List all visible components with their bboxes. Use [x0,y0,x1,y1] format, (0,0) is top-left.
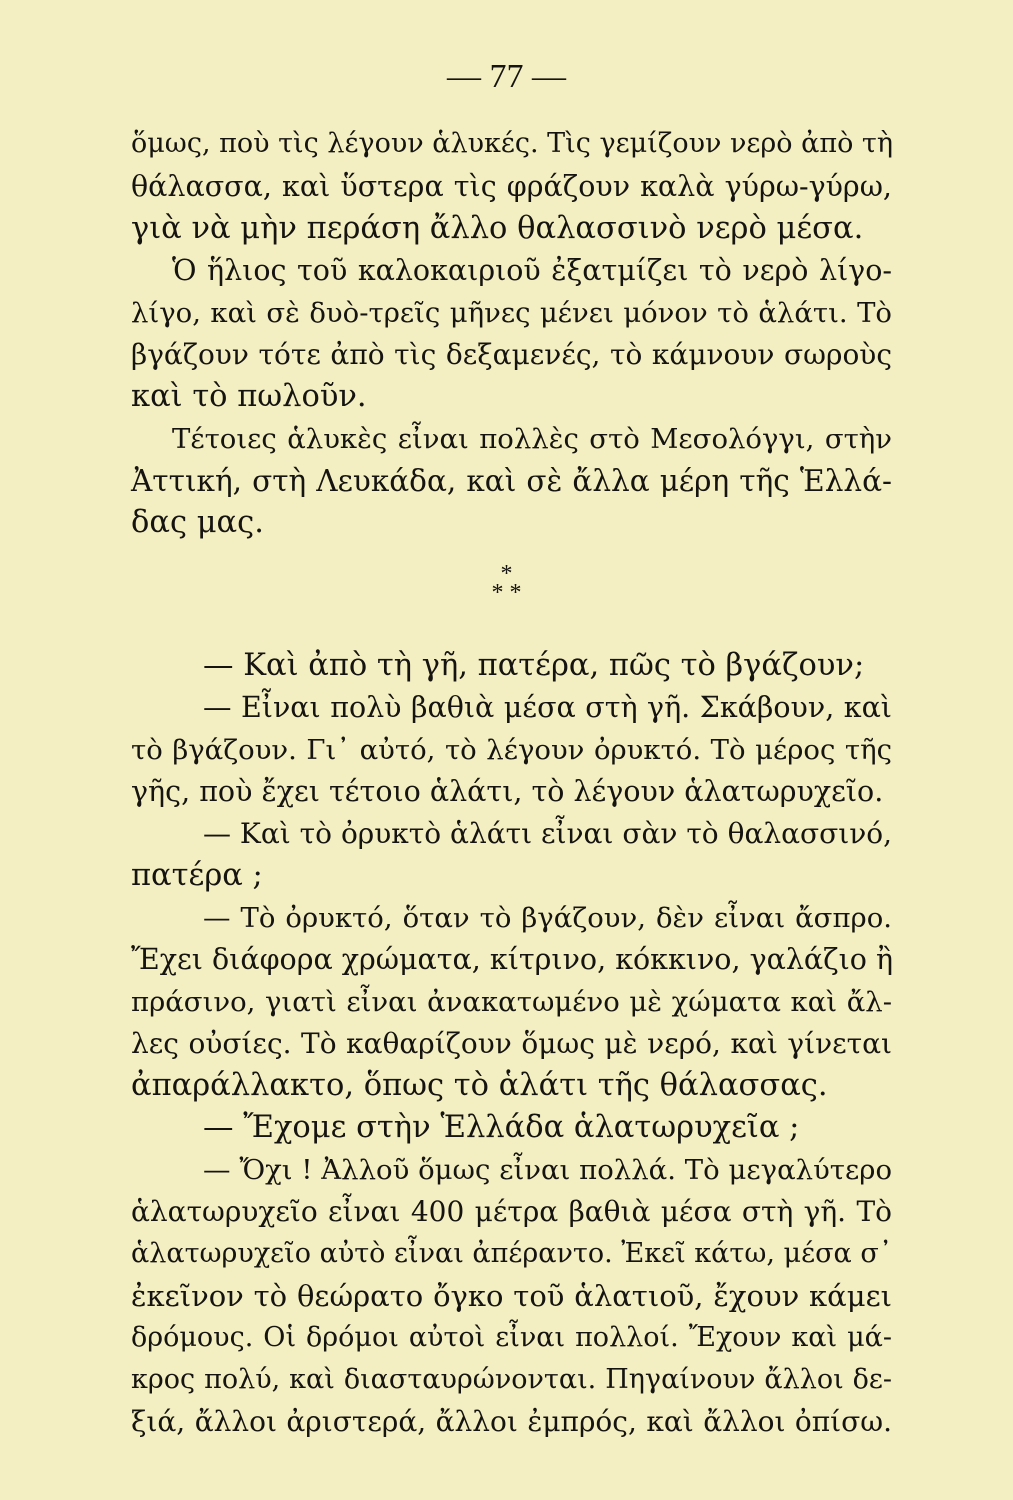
dialogue-line: — Εἶναι πολὺ βαθιὰ μέσα στὴ γῆ. Σκάβουν, καὶ [203,691,892,724]
text-line: ὅμως, ποὺ τὶς λέγουν ἁλυκές. Τὶς γεμίζουν νερὸ ἀπὸ τὴ [131,128,894,159]
text-line: κρος πολύ, καὶ διασταυρώνονται. Πηγαίνουν ἄλλοι δε- [131,1364,892,1395]
text-line: καὶ τὸ πωλοῦν. [131,379,367,414]
text-line: βγάζουν τότε ἀπὸ τὶς δεξαμενές, τὸ κάμνουν σωροὺς [131,338,892,371]
text-line: πατέρα ; [131,858,263,893]
text-line: Ἔχει διάφορα χρώματα, κίτρινο, κόκκινο, γαλάζιο ἢ [131,943,894,976]
text-line: δας μας. [131,505,264,540]
dialogue-line: — Καὶ τὸ ὀρυκτὸ ἁλάτι εἶναι σὰν τὸ θαλασσινό, [203,817,892,850]
text-line: ἀπαράλλακτο, ὅπως τὸ ἁλάτι τῆς θάλασσας. [131,1068,828,1103]
text-line: λίγο, καὶ σὲ δυὸ-τρεῖς μῆνες μένει μόνον τὸ ἁλάτι. Τὸ [131,297,892,329]
dialogue-line: — Καὶ ἀπὸ τὴ γῆ, πατέρα, πῶς τὸ βγάζουν; [203,648,865,683]
text-line: ἁλατωρυχεῖο εἶναι 400 μέτρα βαθιὰ μέσα στὴ γῆ. Τὸ [131,1195,892,1228]
text-line: λες οὐσίες. Τὸ καθαρίζουν ὅμως μὲ νερό, καὶ γίνεται [131,1027,892,1060]
section-break-star: * [500,561,513,587]
text-line: Ἀττική, στὴ Λευκάδα, καὶ σὲ ἄλλα μέρη τῆς Ἑλλά- [131,464,892,498]
text-line: Τέτοιες ἁλυκὲς εἶναι πολλὲς στὸ Μεσολόγγι, στὴν [172,423,892,455]
text-line: θάλασσα, καὶ ὕστερα τὶς φράζουν καλὰ γύρω-γύρω, [131,170,892,203]
text-line: δρόμους. Οἱ δρόμοι αὐτοὶ εἶναι πολλοί. Ἔχουν καὶ μά- [131,1322,892,1353]
text-line: ἐκεῖνον τὸ θεώρατο ὄγκο τοῦ ἁλατιοῦ, ἔχουν κάμει [131,1279,892,1313]
text-line: ἁλατωρυχεῖο αὐτὸ εἶναι ἀπέραντο. Ἐκεῖ κάτω, μέσα σ᾽ [131,1238,893,1269]
text-line: γιὰ νὰ μὴν περάση ἄλλο θαλασσινὸ νερὸ μέσα. [131,211,864,246]
text-line: Ὁ ἥλιος τοῦ καλοκαιριοῦ ἐξατμίζει τὸ νερὸ λίγο- [172,254,892,287]
text-line: ξιά, ἄλλοι ἀριστερά, ἄλλοι ἐμπρός, καὶ ἄλλοι ὀπίσω. [131,1405,892,1438]
section-break-stars: * * [491,580,522,606]
dialogue-line: — Τὸ ὀρυκτό, ὅταν τὸ βγάζουν, δὲν εἶναι ἄσπρο. [203,902,892,934]
text-line: γῆς, ποὺ ἔχει τέτοιο ἁλάτι, τὸ λέγουν ἁλατωρυχεῖο. [131,775,884,808]
dialogue-line: — Ἔχομε στὴν Ἑλλάδα ἁλατωρυχεῖα ; [203,1110,800,1145]
page-number: — 77 — [447,58,566,95]
dialogue-line: — Ὄχι ! Ἀλλοῦ ὅμως εἶναι πολλά. Τὸ μεγαλύτερο [203,1154,892,1186]
text-line: τὸ βγάζουν. Γι᾽ αὐτό, τὸ λέγουν ὀρυκτό. Τὸ μέρος τῆς [131,734,892,766]
text-line: πράσινο, γιατὶ εἶναι ἀνακατωμένο μὲ χώματα καὶ ἄλ- [131,986,892,1018]
